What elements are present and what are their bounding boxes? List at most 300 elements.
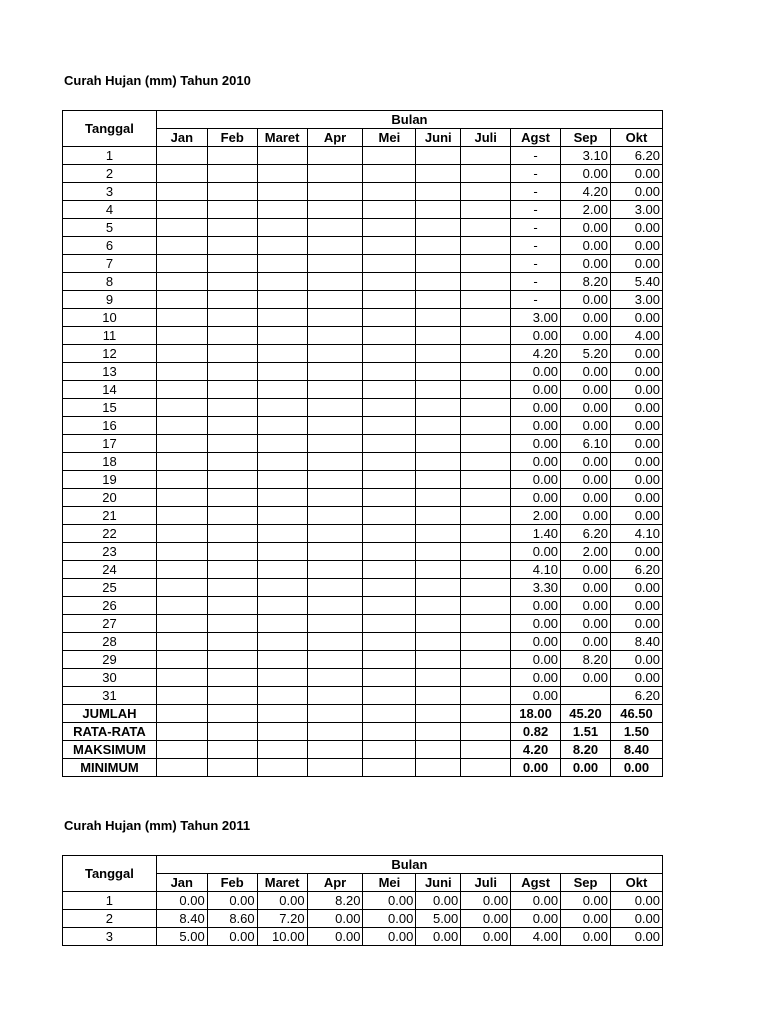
value-cell — [363, 327, 416, 345]
value-cell: - — [511, 291, 561, 309]
summary-value-cell: 46.50 — [610, 705, 662, 723]
day-cell: 10 — [63, 309, 157, 327]
value-cell: 5.20 — [561, 345, 611, 363]
value-cell: 0.00 — [511, 687, 561, 705]
value-cell — [461, 147, 511, 165]
value-cell: 0.00 — [561, 255, 611, 273]
table-row — [63, 507, 663, 525]
value-cell: 0.00 — [511, 543, 561, 561]
bulan-header: Bulan — [156, 856, 662, 874]
value-cell — [156, 507, 207, 525]
value-cell: 0.00 — [561, 597, 611, 615]
value-cell: 3.10 — [561, 147, 611, 165]
value-cell — [156, 597, 207, 615]
summary-label: JUMLAH — [63, 705, 157, 723]
value-cell: 0.00 — [610, 651, 662, 669]
value-cell — [416, 147, 461, 165]
table-row — [63, 219, 663, 237]
value-cell — [461, 687, 511, 705]
value-cell: 0.00 — [511, 363, 561, 381]
value-cell — [363, 597, 416, 615]
value-cell: 6.10 — [561, 435, 611, 453]
value-cell — [156, 633, 207, 651]
value-cell — [363, 687, 416, 705]
value-cell — [307, 399, 363, 417]
value-cell: 0.00 — [610, 183, 662, 201]
value-cell — [207, 255, 257, 273]
summary-value-cell: 0.82 — [511, 723, 561, 741]
value-cell: 0.00 — [610, 399, 662, 417]
value-cell: 0.00 — [610, 255, 662, 273]
value-cell: - — [511, 273, 561, 291]
value-cell — [207, 147, 257, 165]
value-cell — [416, 579, 461, 597]
summary-value-cell: 8.40 — [610, 741, 662, 759]
value-cell: 6.20 — [561, 525, 611, 543]
table-2011-title: Curah Hujan (mm) Tahun 2011 — [64, 818, 251, 833]
value-cell — [363, 525, 416, 543]
value-cell — [363, 561, 416, 579]
value-cell — [307, 507, 363, 525]
value-cell — [207, 633, 257, 651]
value-cell: 8.20 — [561, 651, 611, 669]
month-header: Sep — [561, 129, 611, 147]
day-cell: 22 — [63, 525, 157, 543]
value-cell: 8.20 — [307, 892, 363, 910]
value-cell — [156, 291, 207, 309]
value-cell — [461, 327, 511, 345]
value-cell: 0.00 — [610, 453, 662, 471]
value-cell — [416, 669, 461, 687]
value-cell — [307, 327, 363, 345]
value-cell — [416, 363, 461, 381]
summary-value-cell — [257, 759, 307, 777]
day-cell: 23 — [63, 543, 157, 561]
table-row — [63, 489, 663, 507]
value-cell: 0.00 — [610, 579, 662, 597]
value-cell: 0.00 — [363, 928, 416, 946]
table-row — [63, 381, 663, 399]
summary-value-cell — [307, 741, 363, 759]
value-cell — [207, 291, 257, 309]
value-cell — [307, 219, 363, 237]
value-cell: 0.00 — [610, 669, 662, 687]
day-cell: 28 — [63, 633, 157, 651]
value-cell — [363, 183, 416, 201]
month-header: Okt — [610, 129, 662, 147]
value-cell: 0.00 — [207, 928, 257, 946]
rainfall-table-2010 — [62, 110, 663, 777]
value-cell: 0.00 — [561, 471, 611, 489]
value-cell — [307, 651, 363, 669]
value-cell — [156, 651, 207, 669]
value-cell — [307, 669, 363, 687]
value-cell — [416, 309, 461, 327]
value-cell — [416, 561, 461, 579]
value-cell: - — [511, 201, 561, 219]
month-header: Agst — [511, 874, 561, 892]
summary-value-cell — [156, 705, 207, 723]
value-cell — [363, 255, 416, 273]
value-cell — [307, 363, 363, 381]
header-row — [63, 856, 663, 874]
summary-value-cell — [363, 759, 416, 777]
value-cell — [257, 147, 307, 165]
value-cell: 3.00 — [610, 201, 662, 219]
value-cell: - — [511, 255, 561, 273]
value-cell: 0.00 — [610, 543, 662, 561]
value-cell — [156, 381, 207, 399]
value-cell: 0.00 — [610, 237, 662, 255]
value-cell — [307, 561, 363, 579]
summary-value-cell — [363, 723, 416, 741]
summary-value-cell — [207, 705, 257, 723]
summary-value-cell — [461, 705, 511, 723]
table-row — [63, 597, 663, 615]
value-cell: 0.00 — [511, 910, 561, 928]
value-cell: 8.40 — [156, 910, 207, 928]
value-cell: 0.00 — [610, 309, 662, 327]
value-cell — [156, 327, 207, 345]
day-cell: 25 — [63, 579, 157, 597]
day-cell: 30 — [63, 669, 157, 687]
value-cell — [461, 525, 511, 543]
table-row — [63, 687, 663, 705]
value-cell: 0.00 — [561, 363, 611, 381]
value-cell — [257, 561, 307, 579]
value-cell — [257, 399, 307, 417]
value-cell — [156, 201, 207, 219]
table-row — [63, 201, 663, 219]
value-cell — [461, 417, 511, 435]
value-cell — [257, 309, 307, 327]
value-cell — [156, 309, 207, 327]
table-row — [63, 669, 663, 687]
value-cell — [307, 597, 363, 615]
value-cell: 0.00 — [610, 381, 662, 399]
value-cell — [257, 543, 307, 561]
value-cell — [207, 651, 257, 669]
summary-row — [63, 705, 663, 723]
table-row — [63, 910, 663, 928]
summary-label: MAKSIMUM — [63, 741, 157, 759]
day-cell: 19 — [63, 471, 157, 489]
table-row — [63, 309, 663, 327]
month-header: Juni — [416, 874, 461, 892]
summary-value-cell — [156, 741, 207, 759]
value-cell — [363, 471, 416, 489]
summary-value-cell — [416, 705, 461, 723]
value-cell — [416, 255, 461, 273]
value-cell — [461, 633, 511, 651]
value-cell — [307, 309, 363, 327]
value-cell — [257, 165, 307, 183]
value-cell: 4.00 — [511, 928, 561, 946]
value-cell: 0.00 — [561, 453, 611, 471]
value-cell — [363, 165, 416, 183]
value-cell — [416, 687, 461, 705]
value-cell — [257, 669, 307, 687]
value-cell: 5.00 — [416, 910, 461, 928]
value-cell — [207, 381, 257, 399]
value-cell — [207, 165, 257, 183]
table-row — [63, 147, 663, 165]
value-cell — [461, 507, 511, 525]
value-cell — [307, 237, 363, 255]
value-cell — [363, 345, 416, 363]
value-cell — [363, 417, 416, 435]
value-cell: 0.00 — [416, 928, 461, 946]
value-cell: 0.00 — [363, 892, 416, 910]
value-cell: 6.20 — [610, 687, 662, 705]
value-cell: 0.00 — [561, 165, 611, 183]
value-cell — [307, 543, 363, 561]
table-row — [63, 633, 663, 651]
value-cell — [461, 561, 511, 579]
value-cell: 6.20 — [610, 147, 662, 165]
value-cell: - — [511, 183, 561, 201]
table-row — [63, 892, 663, 910]
value-cell — [307, 417, 363, 435]
value-cell — [416, 471, 461, 489]
value-cell — [156, 219, 207, 237]
month-header: Juli — [461, 129, 511, 147]
value-cell: 0.00 — [561, 237, 611, 255]
value-cell — [207, 363, 257, 381]
value-cell — [307, 147, 363, 165]
table-row — [63, 928, 663, 946]
day-cell: 3 — [63, 928, 157, 946]
value-cell: 4.10 — [511, 561, 561, 579]
value-cell — [207, 237, 257, 255]
value-cell — [207, 201, 257, 219]
value-cell — [156, 435, 207, 453]
value-cell: 5.40 — [610, 273, 662, 291]
value-cell: 4.00 — [610, 327, 662, 345]
value-cell: 0.00 — [511, 417, 561, 435]
value-cell — [416, 651, 461, 669]
day-cell: 13 — [63, 363, 157, 381]
value-cell — [461, 543, 511, 561]
value-cell: 0.00 — [511, 453, 561, 471]
tanggal-header: Tanggal — [63, 856, 157, 892]
value-cell: 0.00 — [511, 892, 561, 910]
table-row — [63, 471, 663, 489]
day-cell: 27 — [63, 615, 157, 633]
summary-value-cell: 1.50 — [610, 723, 662, 741]
value-cell — [207, 345, 257, 363]
table-row — [63, 417, 663, 435]
table-row — [63, 291, 663, 309]
value-cell: - — [511, 165, 561, 183]
summary-value-cell — [307, 705, 363, 723]
value-cell — [461, 579, 511, 597]
value-cell: 0.00 — [561, 910, 611, 928]
value-cell — [363, 507, 416, 525]
month-header: Maret — [257, 874, 307, 892]
value-cell — [207, 615, 257, 633]
summary-value-cell: 45.20 — [561, 705, 611, 723]
value-cell — [207, 453, 257, 471]
day-cell: 1 — [63, 147, 157, 165]
value-cell — [257, 435, 307, 453]
value-cell — [207, 327, 257, 345]
value-cell — [207, 597, 257, 615]
month-header: Mei — [363, 874, 416, 892]
day-cell: 2 — [63, 910, 157, 928]
value-cell — [363, 435, 416, 453]
value-cell — [416, 525, 461, 543]
month-header: Okt — [611, 874, 663, 892]
summary-row — [63, 759, 663, 777]
value-cell: 0.00 — [511, 399, 561, 417]
value-cell — [363, 633, 416, 651]
day-cell: 12 — [63, 345, 157, 363]
day-cell: 5 — [63, 219, 157, 237]
value-cell — [156, 489, 207, 507]
day-cell: 6 — [63, 237, 157, 255]
value-cell — [416, 615, 461, 633]
value-cell — [156, 237, 207, 255]
day-cell: 7 — [63, 255, 157, 273]
value-cell — [156, 399, 207, 417]
tanggal-header: Tanggal — [63, 111, 157, 147]
value-cell — [156, 561, 207, 579]
value-cell — [461, 651, 511, 669]
value-cell: 0.00 — [511, 633, 561, 651]
value-cell: 4.10 — [610, 525, 662, 543]
value-cell: 3.00 — [511, 309, 561, 327]
month-header: Feb — [207, 874, 257, 892]
value-cell: 0.00 — [610, 165, 662, 183]
day-cell: 26 — [63, 597, 157, 615]
value-cell — [416, 399, 461, 417]
summary-value-cell — [461, 741, 511, 759]
value-cell — [307, 345, 363, 363]
value-cell — [363, 543, 416, 561]
value-cell: 0.00 — [611, 910, 663, 928]
summary-value-cell — [207, 723, 257, 741]
value-cell: 0.00 — [561, 615, 611, 633]
value-cell — [416, 633, 461, 651]
summary-value-cell — [416, 759, 461, 777]
day-cell: 4 — [63, 201, 157, 219]
value-cell: 0.00 — [363, 910, 416, 928]
value-cell — [257, 489, 307, 507]
value-cell: 0.00 — [207, 892, 257, 910]
summary-value-cell — [461, 759, 511, 777]
value-cell: 0.00 — [610, 489, 662, 507]
header-row — [63, 111, 663, 129]
value-cell: 10.00 — [257, 928, 307, 946]
value-cell: 4.20 — [561, 183, 611, 201]
month-header: Mei — [363, 129, 416, 147]
table-row — [63, 255, 663, 273]
table-row — [63, 651, 663, 669]
value-cell — [257, 183, 307, 201]
value-cell — [207, 507, 257, 525]
value-cell — [461, 219, 511, 237]
value-cell: 0.00 — [511, 489, 561, 507]
value-cell — [416, 597, 461, 615]
value-cell — [156, 363, 207, 381]
value-cell: 3.00 — [610, 291, 662, 309]
value-cell — [207, 471, 257, 489]
day-cell: 2 — [63, 165, 157, 183]
value-cell: 3.30 — [511, 579, 561, 597]
month-header: Agst — [511, 129, 561, 147]
day-cell: 20 — [63, 489, 157, 507]
value-cell — [461, 201, 511, 219]
value-cell — [307, 453, 363, 471]
value-cell: 2.00 — [561, 543, 611, 561]
value-cell — [156, 579, 207, 597]
value-cell: 0.00 — [307, 928, 363, 946]
month-header: Juli — [461, 874, 511, 892]
value-cell — [257, 381, 307, 399]
value-cell — [363, 381, 416, 399]
value-cell — [257, 255, 307, 273]
month-header: Feb — [207, 129, 257, 147]
value-cell: 0.00 — [257, 892, 307, 910]
value-cell — [363, 453, 416, 471]
value-cell — [416, 417, 461, 435]
value-cell — [156, 471, 207, 489]
value-cell — [461, 489, 511, 507]
value-cell: - — [511, 147, 561, 165]
value-cell — [207, 183, 257, 201]
value-cell — [307, 633, 363, 651]
summary-value-cell — [257, 705, 307, 723]
value-cell — [307, 255, 363, 273]
value-cell — [156, 165, 207, 183]
value-cell — [416, 237, 461, 255]
summary-value-cell — [461, 723, 511, 741]
value-cell: 0.00 — [511, 651, 561, 669]
value-cell — [207, 579, 257, 597]
value-cell — [257, 219, 307, 237]
day-cell: 8 — [63, 273, 157, 291]
value-cell — [207, 417, 257, 435]
value-cell — [461, 363, 511, 381]
value-cell — [461, 183, 511, 201]
value-cell — [461, 597, 511, 615]
value-cell — [156, 183, 207, 201]
value-cell — [461, 669, 511, 687]
value-cell — [416, 345, 461, 363]
value-cell — [363, 219, 416, 237]
value-cell — [257, 291, 307, 309]
summary-label: RATA-RATA — [63, 723, 157, 741]
value-cell — [307, 435, 363, 453]
value-cell — [461, 615, 511, 633]
value-cell — [307, 687, 363, 705]
table-row — [63, 165, 663, 183]
value-cell: 0.00 — [561, 219, 611, 237]
value-cell — [363, 201, 416, 219]
value-cell — [363, 669, 416, 687]
table-row — [63, 525, 663, 543]
value-cell — [156, 273, 207, 291]
value-cell — [461, 381, 511, 399]
summary-value-cell: 0.00 — [610, 759, 662, 777]
summary-row — [63, 741, 663, 759]
value-cell — [363, 291, 416, 309]
value-cell — [461, 435, 511, 453]
value-cell — [257, 345, 307, 363]
value-cell — [307, 489, 363, 507]
value-cell: 0.00 — [561, 633, 611, 651]
